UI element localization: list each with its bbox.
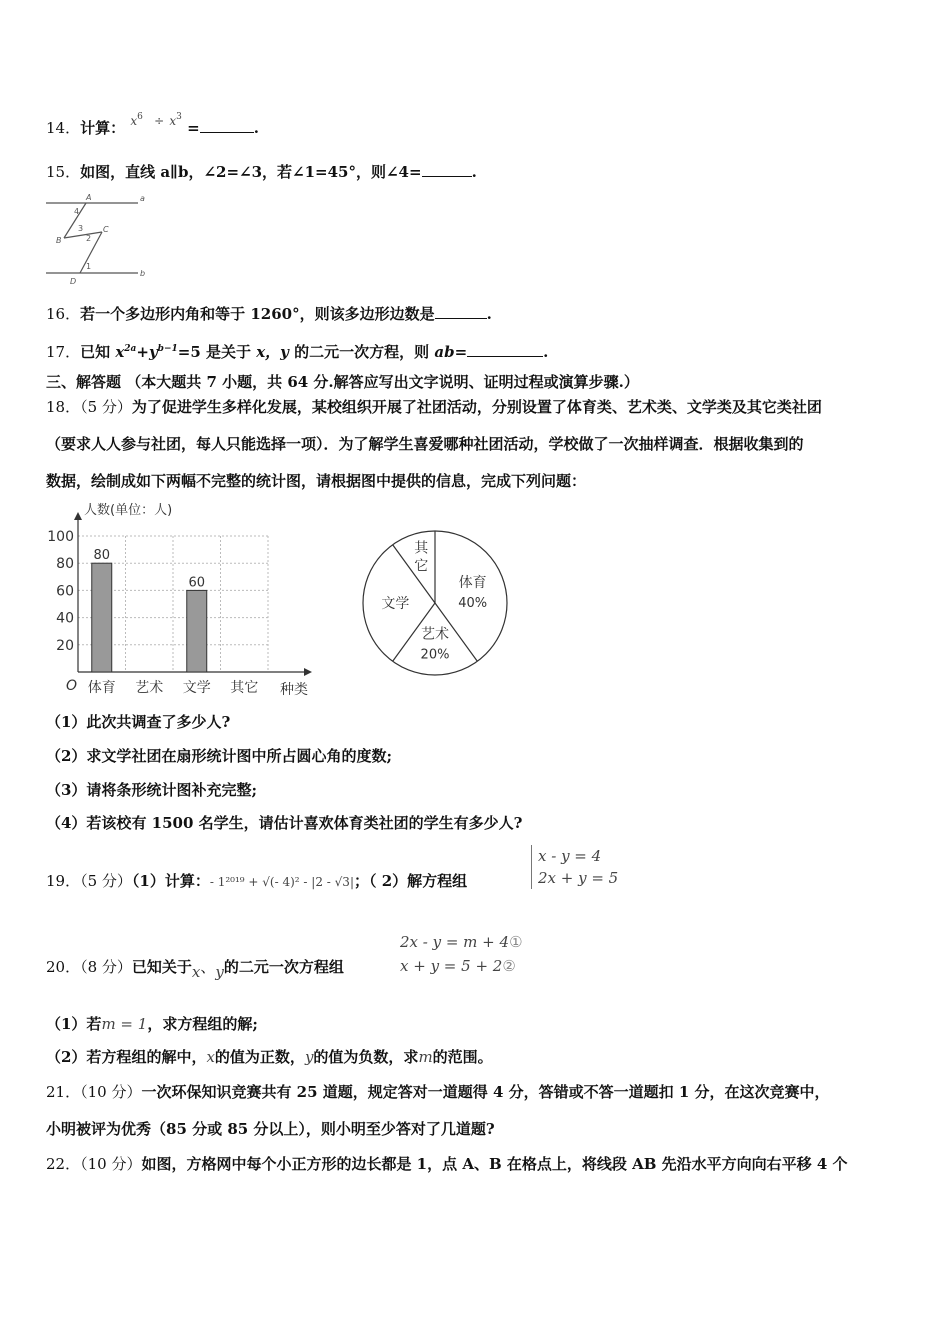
label-C: C — [103, 225, 109, 234]
q20-eq2: x + y = 5 + 2 — [400, 957, 503, 975]
label-a: a — [140, 194, 145, 203]
q21-line1 — [46, 1082, 830, 1102]
q14-eq: = — [187, 119, 200, 137]
bar-文学 — [187, 590, 207, 672]
pie-label-体育: 体育 — [458, 574, 487, 591]
ytick-20: 20 — [56, 637, 74, 654]
xtick-艺术: 艺术 — [135, 680, 164, 696]
q17-mid: =5 是关于 — [177, 343, 257, 361]
q18-line3: 数据，绘制成如下两幅不完整的统计图，请根据图中提供的信息，完成下列问题： — [46, 472, 587, 490]
q22-score: （10 分） — [80, 1155, 142, 1173]
q20-circle1: ① — [509, 933, 523, 951]
q18-score: （5 分） — [80, 398, 132, 416]
q20-sub2-pre: （2）若方程组的解中， — [46, 1048, 207, 1066]
q17-eq: = — [454, 343, 468, 361]
q18-line2: （要求人人参与社团，每人只能选择一项）．为了解学生喜爱哪种社团活动，学校做了一次抽样调查．根据收集到的 — [46, 435, 804, 453]
q20-sep: 、 — [200, 958, 216, 976]
q18-number: 18． — [46, 398, 81, 416]
q19-eq1: x - y = 4 — [538, 847, 602, 865]
ytick-40: 40 — [56, 610, 74, 627]
q17-xy: x，y — [256, 343, 289, 361]
xtick-文学: 文学 — [182, 680, 211, 696]
q19-score: （5 分） — [80, 872, 132, 890]
q20-eq1: 2x - y = m + 4 — [400, 933, 510, 951]
chart-title: 人数(单位：人) — [84, 503, 173, 518]
q14-label: 计算： — [80, 119, 126, 137]
section-3-heading: 三、解答题 （本大题共 7 小题，共 64 分.解答应写出文字说明、证明过程或演算步骤.） — [46, 373, 639, 391]
y-axis-arrow — [74, 512, 82, 520]
q20-sub2-mid: 的值为正数， — [214, 1048, 305, 1066]
q20-sub2-y: y — [304, 1048, 314, 1066]
x-axis-label: 种类 — [280, 682, 308, 698]
q14-div: ÷ — [154, 114, 165, 128]
q18-line1 — [46, 397, 822, 417]
angle-4: 4 — [74, 207, 80, 216]
q18-sub1: （1）此次共调查了多少人? — [46, 713, 231, 731]
q14-number: 14． — [46, 119, 81, 137]
q20-sub1-pre: （1）若 — [46, 1015, 102, 1033]
q20-text1: 已知关于 — [131, 958, 192, 976]
q17 — [46, 339, 548, 362]
q20-sub1-math: m = 1 — [101, 1015, 148, 1033]
q19-sep: ； — [353, 872, 369, 890]
q19-system — [531, 845, 618, 889]
q15-blank — [422, 162, 472, 177]
q20-sub2-m: m — [418, 1048, 433, 1066]
q17-number: 17． — [46, 343, 81, 361]
q17-sup1: 2a — [124, 344, 137, 354]
bar-chart — [40, 496, 325, 706]
label-b: b — [140, 269, 146, 278]
q17-sup2: b−1 — [157, 344, 178, 354]
ytick-100: 100 — [47, 529, 74, 545]
bar-体育 — [92, 563, 112, 672]
q19-part1: （1）计算： — [131, 872, 210, 890]
data-label-体育: 80 — [93, 548, 111, 564]
q21-number: 21． — [46, 1083, 81, 1101]
q18-text1: 为了促进学生多样化发展，某校组织开展了社团活动，分别设置了体育类、艺术类、文学类及其它类社团 — [131, 398, 822, 416]
q22-text1: 如图，方格网中每个小正方形的边长都是 1，点 A、B 在格点上，将线段 AB 先沿水平方向向右平移 4 个 — [141, 1155, 848, 1173]
q16 — [46, 304, 492, 324]
ytick-60: 60 — [56, 583, 74, 600]
x-axis-arrow — [304, 668, 312, 676]
q20-score: （8 分） — [80, 958, 132, 976]
q20-system — [392, 930, 523, 978]
q14 — [46, 112, 259, 139]
q14-x2: x — [169, 114, 177, 128]
pie-label-文学: 文学 — [381, 596, 410, 612]
origin-label: O — [66, 678, 78, 694]
q20-x: x — [191, 963, 201, 981]
q15-number: 15． — [46, 163, 81, 181]
q14-exp3: 3 — [176, 112, 182, 122]
pie-label-其它-1: 它 — [414, 558, 429, 575]
xtick-其它: 其它 — [230, 680, 259, 696]
q20-sub2-mid2: 的值为负数，求 — [313, 1048, 419, 1066]
q15-figure — [44, 190, 154, 290]
angle-1: 1 — [86, 262, 92, 271]
q15-text: 如图，直线 a∥b，∠2=∠3，若∠1=45°，则∠4= — [80, 163, 422, 181]
angle-2: 2 — [86, 234, 92, 243]
q14-x: x — [130, 114, 138, 128]
q17-y: y — [148, 343, 158, 361]
q17-post: 的二元一次方程，则 — [288, 343, 435, 361]
q15 — [46, 162, 477, 182]
q14-blank — [200, 118, 254, 133]
q20-sub1-post: ，求方程组的解; — [147, 1015, 258, 1033]
q17-blank — [467, 342, 543, 357]
q20-y: y — [215, 963, 224, 981]
q19-number: 19． — [46, 872, 81, 890]
q19-expression: - 1²⁰¹⁹ + √(- 4)² - |2 - √3| — [209, 875, 354, 889]
label-A: A — [86, 193, 92, 202]
q18-sub4: （4）若该校有 1500 名学生，请估计喜欢体育类社团的学生有多少人? — [46, 814, 523, 832]
q20-text2: 的二元一次方程组 — [223, 958, 344, 976]
q19-eq2: 2x + y = 5 — [538, 869, 619, 887]
q20 — [46, 957, 344, 981]
q17-end: . — [543, 343, 549, 361]
q17-ab: ab — [434, 343, 455, 361]
q19 — [46, 871, 467, 892]
q20-sub2 — [46, 1047, 493, 1067]
data-label-文学: 60 — [188, 575, 206, 591]
q16-text: 若一个多边形内角和等于 1260°，则该多边形边数是 — [80, 305, 435, 323]
pie-label-艺术: 艺术 — [421, 626, 449, 643]
q18-sub2: （2）求文学社团在扇形统计图中所占圆心角的度数; — [46, 747, 392, 765]
q17-pre: 已知 — [80, 343, 116, 361]
q16-blank — [435, 304, 487, 319]
angle-3: 3 — [78, 224, 84, 233]
q22-line1 — [46, 1154, 848, 1174]
pie-label-其它-0: 其 — [414, 540, 429, 557]
q20-sub1 — [46, 1014, 258, 1034]
q14-end: . — [253, 119, 259, 137]
pie-pct-艺术: 20% — [420, 647, 450, 663]
label-B: B — [56, 236, 62, 245]
xtick-体育: 体育 — [87, 680, 116, 696]
q20-sub2-x: x — [206, 1048, 215, 1066]
q20-number: 20． — [46, 958, 81, 976]
q15-end: . — [471, 163, 477, 181]
q16-end: . — [486, 305, 492, 323]
q21-line2: 小明被评为优秀（85 分或 85 分以上），则小明至少答对了几道题? — [46, 1120, 495, 1138]
q18-sub3: （3）请将条形统计图补充完整; — [46, 781, 257, 799]
q19-part2: （ 2）解方程组 — [369, 872, 468, 890]
q22-number: 22． — [46, 1155, 81, 1173]
q17-plus: + — [136, 343, 149, 361]
label-D: D — [70, 277, 77, 286]
q21-text1: 一次环保知识竞赛共有 25 道题，规定答对一道题得 4 分，答错或不答一道题扣 1 分，在这次竞赛中， — [141, 1083, 830, 1101]
ytick-80: 80 — [56, 556, 74, 573]
pie-pct-体育: 40% — [458, 595, 488, 611]
q21-score: （10 分） — [80, 1083, 142, 1101]
q16-number: 16． — [46, 305, 81, 323]
q14-exp6: 6 — [137, 112, 143, 122]
q20-circle2: ② — [502, 957, 516, 975]
pie-chart — [355, 528, 515, 678]
q17-x: x — [115, 343, 125, 361]
q20-sub2-post: 的范围。 — [432, 1048, 493, 1066]
